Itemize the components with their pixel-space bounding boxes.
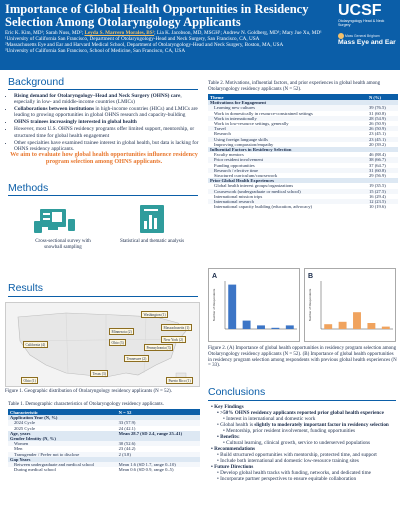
table-cell: Application Year (N, %) <box>8 415 117 420</box>
y-axis-label: Number of Respondents <box>308 288 312 322</box>
logo-area <box>338 3 396 67</box>
table-cell: 26 (50.9) <box>368 121 386 127</box>
table-cell: 2025 Cycle <box>14 425 36 431</box>
mee-logo: Mass Eye and Ear <box>338 39 396 46</box>
conclusion-item: • Global health is slightly to moderately important factor in residency selection <box>217 422 389 428</box>
table-cell: Women <box>8 441 117 446</box>
chart-bar <box>339 322 347 329</box>
background-bullet: • OHNS trainees increasingly interested in global health <box>14 119 200 125</box>
map-pin: Ohio (3) <box>109 339 126 346</box>
chart-bar <box>271 328 279 329</box>
table-cell: 12 (23.5) <box>367 199 398 204</box>
us-map <box>5 302 200 387</box>
table-cell: 23 (44.2) <box>118 446 136 452</box>
table-cell: During medical school <box>14 467 56 473</box>
chart-bar <box>367 323 375 329</box>
map-pin: Minnesota (2) <box>109 328 134 335</box>
author-block <box>5 30 330 54</box>
panel-label: B <box>308 273 314 280</box>
table-cell: 23 (45.1) <box>368 131 386 137</box>
table-cell: Between undergraduate and medical school <box>8 462 117 467</box>
aim-statement: We aim to evaluate how global health opportunities influence residency program selection among OHNS applicants. <box>10 151 198 166</box>
table-cell: Motivations for Engagement <box>208 100 367 105</box>
poster-header <box>0 0 400 70</box>
table-cell: Influential Factors in Residency Selection <box>208 147 367 152</box>
demographics-table <box>8 409 200 472</box>
table-cell: Gender Identity (N, %) <box>8 436 117 441</box>
table-cell: 23 (45.1) <box>367 137 398 142</box>
background-bullet: • However, most U.S. OHNS residency programs offer limited support, mentorship, or structured time for global health engagement <box>14 126 200 138</box>
table-cell: Gap Years <box>8 457 117 462</box>
table-cell: Coursework (undergraduate or medical school) <box>208 189 367 194</box>
background-bullet: • Rising demand for Otolaryngology–Head and Neck Surgery (OHNS) care, especially in low- and middle-income countries (LMICs) <box>14 93 200 105</box>
map-pin: Washington (1) <box>141 311 168 318</box>
conclusion-item: • >50% OHNS residency applicants reported prior global health experience <box>217 410 384 416</box>
conclusion-item: • Develop global health tracks with funding, networks, and dedicated time <box>217 470 371 476</box>
chart-bar <box>243 321 251 329</box>
table-cell: Research / elective time <box>208 168 367 173</box>
table-cell: 31 (60.8) <box>368 110 386 116</box>
ucsf-logo-sub: Otolaryngology Head & Neck Surgery <box>338 19 385 27</box>
table-cell: Faculty mentors <box>214 152 244 158</box>
table-cell: Global health interest groups/organizations <box>214 183 294 189</box>
affiliation-2: ²Massachusetts Eye and Ear and Harvard Medical School, Department of Otolaryngology-Head and Neck Surgery, Boston, MA, USA <box>5 42 284 49</box>
conclusions-list <box>208 404 396 482</box>
table-cell: Men <box>14 446 23 452</box>
map-pin: Texas (3) <box>90 370 108 377</box>
ucsf-logo: UCSF <box>338 2 382 19</box>
background-heading: Background <box>8 76 65 88</box>
methods-icons <box>30 199 190 239</box>
table-cell: Travel <box>208 126 367 131</box>
table-cell: Mean 1.6 (SD 1.7, range 0–10) <box>117 462 200 467</box>
methods-label-survey: Cross-sectional survey with snowball sampling <box>35 239 91 250</box>
conclusion-subitem: • Cultural learning, clinical growth, service to underserved populations <box>223 440 371 446</box>
table-cell: International research <box>208 199 367 204</box>
table-cell: Research <box>214 131 231 137</box>
chart-a <box>208 268 300 342</box>
chart-bar <box>382 327 390 329</box>
background-list <box>8 93 200 153</box>
background-bullet: • Other specialties have examined trainee interest in global health, but data is lacking for OHNS residency applicants. <box>14 140 200 152</box>
results-rule <box>8 296 198 297</box>
map-pin: Tennessee (2) <box>124 355 149 362</box>
conclusion-heading: • Recommendations <box>211 446 256 452</box>
table-cell: 39 (76.5) <box>367 105 398 110</box>
table-cell: 24 (42.1) <box>118 425 136 431</box>
table-header-cell: N = 52 <box>117 409 200 415</box>
table-cell: 2 (3.8) <box>117 452 200 457</box>
table-cell: Funding opportunities <box>214 162 255 168</box>
table-cell: Work in domestically in resource-constrained settings <box>214 110 313 116</box>
table-cell: 19 (35.5) <box>368 183 386 189</box>
chart-b <box>304 268 396 342</box>
table-cell: 16 (29.4) <box>368 193 386 199</box>
conclusion-item: • Build structured opportunities with mentorship, protected time, and support <box>217 452 377 458</box>
map-pin: Pennsylvania (3) <box>144 344 173 351</box>
table-cell: Transgender / Prefer not to disclose <box>8 452 117 457</box>
analysis-icon <box>140 205 164 233</box>
table-row <box>8 467 200 472</box>
affiliation-1: ¹University of California San Francisco, Department of Otolaryngology-Head and Neck Surgery, San Francisco, CA, USA <box>5 36 260 43</box>
methods-label-analysis: Statistical and thematic analysis <box>120 239 185 244</box>
table-cell: Learning new cultures <box>208 105 367 110</box>
conclusion-subitem: • Mentorship, prior resident involvement, funding opportunities <box>223 428 356 434</box>
table-cell: 38 (66.7) <box>367 157 398 162</box>
table-cell: Structured curriculum/coursework <box>214 173 278 179</box>
chart-bar <box>228 285 236 329</box>
table-cell: Mean 28.7 (SD 2.4, range 25–41) <box>117 431 200 436</box>
table-2-caption: Table 2. Motivations, influential factors, and prior experiences in global health among Otolaryngology residency applicants (N = 52). <box>208 81 381 92</box>
affiliation-3: ³University of California San Francisco, School of Medicine, San Francisco, CA, USA <box>5 48 186 55</box>
chart-bar <box>353 312 361 329</box>
methods-rule <box>8 195 198 196</box>
conclusion-heading: • Key Findings <box>211 404 244 410</box>
table-cell: 20 (39.2) <box>368 141 386 147</box>
figure-2-caption: Figure 2. (A) Importance of global health opportunities in residency program selection among Otolaryngology residency applicants (N = 52). (B) Importance of global health opportunities in residency program selection among respondents with previous global health experiences (N = 33). <box>208 346 397 369</box>
chart-bar <box>286 325 294 329</box>
table-cell: 37 (64.7) <box>368 162 386 168</box>
table-cell: 30 (52.6) <box>117 441 200 446</box>
conclusion-subitem: • Interest in international and domestic work <box>223 416 316 422</box>
mgb-label: Mass General Brigham <box>338 33 396 39</box>
background-bullet: • Collaborations between institutions in high-income countries (HICs) and LMICs are leading to growing opportunities in global OHNS research and capacity-building <box>14 106 200 118</box>
table-cell: 2024 Cycle <box>8 420 117 425</box>
table-cell: 10 (19.6) <box>368 204 386 210</box>
authors-post: ; Lia K. Jacobson, MD, MSGH¹; Andrew N. Goldberg, MD¹; Mary Jue Xu, MD¹ <box>154 30 322 36</box>
table-cell: 28 (54.9) <box>367 116 398 121</box>
conclusions-rule <box>208 400 396 401</box>
conclusion-item: • Benefits: <box>217 434 240 440</box>
table-row <box>208 204 398 209</box>
survey-icon <box>34 209 75 233</box>
results-heading: Results <box>8 282 44 294</box>
y-axis-label: Number of Respondents <box>212 288 216 322</box>
table-cell: Work in internationally <box>208 116 367 121</box>
conclusion-heading: • Future Directions <box>211 464 254 470</box>
table-cell: Improving compassion/empathy <box>214 141 274 147</box>
table-cell: 31 (60.8) <box>367 168 398 173</box>
table-cell: 26 (50.9) <box>367 126 398 131</box>
conclusion-item: • Include both international and domestic low-resource training sites <box>217 458 359 464</box>
table-cell: Age, years <box>8 431 117 436</box>
table-cell: International capacity building (education, advocacy) <box>214 204 313 210</box>
authors-pre: Eric K. Kim, MD¹; Sarah Nuss, MD²; <box>5 30 85 36</box>
chart-bar <box>324 324 332 329</box>
table-cell: Mean 0.6 (SD 0.9, range 0–5) <box>118 467 174 473</box>
table-cell: 15 (27.5) <box>367 189 398 194</box>
table-cell: International mission trips <box>214 193 263 199</box>
table-header-cell: N (%) <box>367 94 398 100</box>
poster-title: Importance of Global Health Opportunities in Residency Selection Among Otolaryngology Applicants <box>5 2 309 29</box>
background-rule <box>8 89 198 90</box>
table-header-cell: Theme <box>208 94 367 100</box>
map-pin: Massachusetts (1) <box>161 324 192 331</box>
map-pin: New York (2) <box>161 336 186 343</box>
table-header-cell: Characteristic <box>8 409 117 415</box>
conclusion-item: • Incorporate partner perspectives to ensure equitable collaboration <box>217 476 357 482</box>
map-pin: Ohio (1) <box>21 377 38 384</box>
table-cell: Using foreign language skills <box>208 137 367 142</box>
table-cell: 33 (57.9) <box>117 420 200 425</box>
figure-1-caption: Figure 1. Geographic distribution of Otolaryngology residency applicants (N = 52). <box>5 389 172 394</box>
table-cell: 29 (56.9) <box>368 173 386 179</box>
authors-highlight: Leyda S. Marrero Morales, BS¹ <box>84 30 155 36</box>
chart-bar <box>257 325 265 329</box>
table-cell: Work in low-resource settings, generally <box>214 121 289 127</box>
map-pin: California (4) <box>23 341 48 348</box>
table-cell: Prior Global Health Experiences <box>208 178 367 183</box>
methods-heading: Methods <box>8 182 49 194</box>
map-pin: Puerto Rico (1) <box>166 377 193 384</box>
table-cell: Prior resident involvement <box>208 157 367 162</box>
table-cell: 46 (88.4) <box>368 152 386 158</box>
table-1-caption: Table 1. Demographic characteristics of Otolaryngology residency applicants. <box>8 402 164 407</box>
conclusions-heading: Conclusions <box>208 386 266 398</box>
panel-label: A <box>212 273 218 280</box>
motivations-table <box>208 94 398 209</box>
